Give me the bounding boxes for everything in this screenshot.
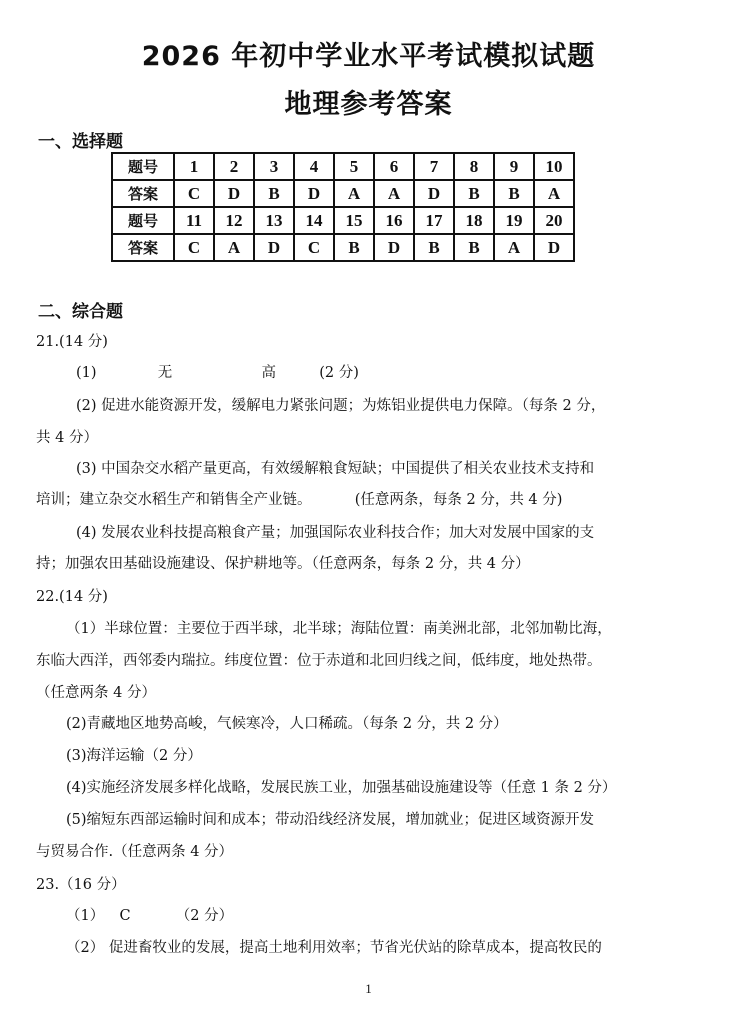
q21-part2-line2: 共 4 分） (36, 430, 98, 446)
q22-part2: (2)青藏地区地势高峻，气候寒冷，人口稀疏。（每条 2 分，共 2 分） (66, 716, 508, 732)
q21-part2-line1: (2) 促进水能资源开发，缓解电力紧张问题；为炼铝业提供电力保障。（每条 2 分， (76, 398, 606, 414)
answer-table-row (112, 234, 574, 261)
q23-part1-score: （2 分） (175, 908, 234, 924)
answer-table-cell: 12 (214, 207, 254, 234)
answer-table-row (112, 180, 574, 207)
answer-table-cell: A (534, 180, 574, 207)
answer-table-cell: 2 (214, 153, 254, 180)
q21-part1 (76, 363, 359, 383)
section-heading-comprehensive: 二、综合题 (38, 302, 123, 322)
q22-part4: (4)实施经济发展多样化战略，发展民族工业，加强基础设施建设等（任意 1 条 2 分） (66, 780, 617, 796)
answer-table (111, 152, 575, 262)
q21-part3-line1: (3) 中国杂交水稻产量更高，有效缓解粮食短缺；中国提供了相关农业技术支持和 (76, 461, 595, 477)
answer-table-cell: 8 (454, 153, 494, 180)
answer-table-row-label: 答案 (112, 180, 174, 207)
answer-table-cell: 17 (414, 207, 454, 234)
answer-table-row-label: 答案 (112, 234, 174, 261)
q23-part2-line1: （2） 促进畜牧业的发展，提高土地利用效率；节省光伏站的除草成本，提高牧民的 (66, 940, 602, 956)
answer-table-cell: B (334, 234, 374, 261)
page-number: 1 (365, 981, 372, 996)
answer-table-cell: A (374, 180, 414, 207)
answer-table-cell: C (174, 234, 214, 261)
section-heading-choice: 一、选择题 (38, 132, 123, 152)
answer-table-cell: A (214, 234, 254, 261)
answer-table-cell: D (294, 180, 334, 207)
answer-table-cell: 5 (334, 153, 374, 180)
q22-part5-line1: (5)缩短东西部运输时间和成本；带动沿线经济发展，增加就业；促进区域资源开发 (66, 812, 595, 828)
answer-table-cell: 19 (494, 207, 534, 234)
exam-title: 2026 年初中学业水平考试模拟试题 (141, 41, 596, 72)
answer-table-cell: 10 (534, 153, 574, 180)
q21-part3-score: (任意两条，每条 2 分，共 4 分) (354, 492, 563, 508)
q22-part1-line3: （任意两条 4 分） (36, 685, 156, 701)
q23-part1 (66, 906, 233, 926)
q23-part1-num: （1） (66, 908, 105, 924)
answer-table-cell: 14 (294, 207, 334, 234)
q22-part1-line2: 东临大西洋，西邻委内瑞拉。纬度位置：位于赤道和北回归线之间，低纬度，地处热带。 (36, 653, 602, 669)
answer-table-cell: B (454, 180, 494, 207)
answer-table-cell: 18 (454, 207, 494, 234)
answer-table-cell: 3 (254, 153, 294, 180)
q22-part5-line2: 与贸易合作.（任意两条 4 分） (36, 844, 234, 860)
q21-part1-score: (2 分) (319, 365, 359, 381)
answer-table-cell: 16 (374, 207, 414, 234)
answer-table-cell: 11 (174, 207, 214, 234)
q22-heading: 22.(14 分) (36, 589, 108, 605)
q21-part4-line2: 持；加强农田基础设施建设、保护耕地等。（任意两条，每条 2 分，共 4 分） (36, 556, 530, 572)
answer-table-cell: 20 (534, 207, 574, 234)
answer-table-cell: A (334, 180, 374, 207)
answer-table-cell: 13 (254, 207, 294, 234)
q23-heading: 23.（16 分） (36, 877, 126, 893)
answer-table-cell: 15 (334, 207, 374, 234)
answer-table-cell: B (494, 180, 534, 207)
answer-table-cell: C (174, 180, 214, 207)
answer-table-row-label: 题号 (112, 207, 174, 234)
answer-table-cell: A (494, 234, 534, 261)
answer-table-row (112, 207, 574, 234)
q22-part3: (3)海洋运输（2 分） (66, 748, 202, 764)
answer-table-cell: C (294, 234, 334, 261)
q21-part4-line1: (4) 发展农业科技提高粮食产量；加强国际农业科技合作；加大对发展中国家的支 (76, 525, 595, 541)
answer-table-cell: D (214, 180, 254, 207)
answer-table-row (112, 153, 574, 180)
q21-part1-answer-b: 高 (261, 365, 276, 381)
q23-part1-answer: C (119, 908, 131, 924)
q22-part1-line1: （1）半球位置：主要位于西半球，北半球；海陆位置：南美洲北部，北邻加勒比海， (66, 621, 612, 637)
answer-table-cell: 6 (374, 153, 414, 180)
answer-table-cell: D (414, 180, 454, 207)
answer-table-cell: 1 (174, 153, 214, 180)
answer-table-row-label: 题号 (112, 153, 174, 180)
answer-table-cell: D (374, 234, 414, 261)
answer-table-cell: B (414, 234, 454, 261)
q21-part3-text: 培训；建立杂交水稻生产和销售全产业链。 (36, 492, 312, 508)
answer-table-cell: 7 (414, 153, 454, 180)
q21-part1-answer-a: 无 (157, 365, 173, 381)
answer-table-cell: B (254, 180, 294, 207)
q21-heading: 21.(14 分) (36, 334, 108, 350)
answer-table-cell: 9 (494, 153, 534, 180)
exam-subtitle: 地理参考答案 (284, 89, 453, 120)
answer-table-cell: B (454, 234, 494, 261)
answer-table-cell: D (254, 234, 294, 261)
answer-table-cell: 4 (294, 153, 334, 180)
answer-table-cell: D (534, 234, 574, 261)
q21-part3-line2 (36, 490, 562, 510)
q21-part1-num: (1) (76, 365, 97, 381)
